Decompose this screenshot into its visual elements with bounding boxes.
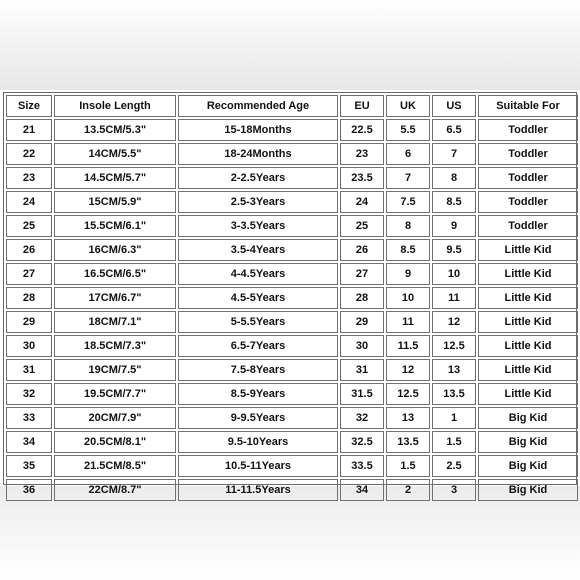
table-row xyxy=(6,407,578,429)
cell-eu: 23.5 xyxy=(340,167,384,189)
cell-uk: 5.5 xyxy=(386,119,430,141)
cell-eu: 26 xyxy=(340,239,384,261)
cell-suitable-for: Little Kid xyxy=(478,335,578,357)
cell-suitable-for: Big Kid xyxy=(478,431,578,453)
cell-suitable-for: Toddler xyxy=(478,143,578,165)
cell-recommended-age: 7.5-8Years xyxy=(178,359,338,381)
cell-eu: 23 xyxy=(340,143,384,165)
table-row xyxy=(6,479,578,501)
cell-suitable-for: Little Kid xyxy=(478,311,578,333)
cell-recommended-age: 8.5-9Years xyxy=(178,383,338,405)
header-suitable-for: Suitable For xyxy=(478,95,578,117)
cell-size: 31 xyxy=(6,359,52,381)
cell-eu: 30 xyxy=(340,335,384,357)
cell-size: 33 xyxy=(6,407,52,429)
cell-recommended-age: 9.5-10Years xyxy=(178,431,338,453)
cell-eu: 24 xyxy=(340,191,384,213)
cell-recommended-age: 4-4.5Years xyxy=(178,263,338,285)
table-row xyxy=(6,239,578,261)
cell-suitable-for: Toddler xyxy=(478,191,578,213)
cell-suitable-for: Toddler xyxy=(478,119,578,141)
cell-size: 26 xyxy=(6,239,52,261)
cell-suitable-for: Little Kid xyxy=(478,239,578,261)
cell-us: 12.5 xyxy=(432,335,476,357)
table-row xyxy=(6,167,578,189)
cell-size: 29 xyxy=(6,311,52,333)
cell-eu: 27 xyxy=(340,263,384,285)
cell-eu: 31 xyxy=(340,359,384,381)
cell-us: 10 xyxy=(432,263,476,285)
cell-eu: 29 xyxy=(340,311,384,333)
cell-insole-length: 21.5CM/8.5" xyxy=(54,455,176,477)
cell-size: 30 xyxy=(6,335,52,357)
cell-insole-length: 18.5CM/7.3" xyxy=(54,335,176,357)
cell-uk: 10 xyxy=(386,287,430,309)
table-row xyxy=(6,311,578,333)
cell-size: 24 xyxy=(6,191,52,213)
cell-eu: 31.5 xyxy=(340,383,384,405)
table-row xyxy=(6,143,578,165)
cell-us: 7 xyxy=(432,143,476,165)
cell-size: 28 xyxy=(6,287,52,309)
cell-recommended-age: 15-18Months xyxy=(178,119,338,141)
cell-recommended-age: 2.5-3Years xyxy=(178,191,338,213)
cell-suitable-for: Little Kid xyxy=(478,287,578,309)
cell-insole-length: 17CM/6.7" xyxy=(54,287,176,309)
cell-insole-length: 19.5CM/7.7" xyxy=(54,383,176,405)
cell-eu: 34 xyxy=(340,479,384,501)
cell-size: 21 xyxy=(6,119,52,141)
cell-suitable-for: Toddler xyxy=(478,167,578,189)
cell-uk: 6 xyxy=(386,143,430,165)
cell-uk: 13 xyxy=(386,407,430,429)
cell-eu: 22.5 xyxy=(340,119,384,141)
cell-recommended-age: 18-24Months xyxy=(178,143,338,165)
cell-size: 36 xyxy=(6,479,52,501)
cell-suitable-for: Big Kid xyxy=(478,407,578,429)
cell-recommended-age: 5-5.5Years xyxy=(178,311,338,333)
cell-insole-length: 22CM/8.7" xyxy=(54,479,176,501)
cell-suitable-for: Little Kid xyxy=(478,383,578,405)
cell-recommended-age: 3-3.5Years xyxy=(178,215,338,237)
cell-uk: 1.5 xyxy=(386,455,430,477)
cell-uk: 13.5 xyxy=(386,431,430,453)
table-row xyxy=(6,263,578,285)
cell-size: 23 xyxy=(6,167,52,189)
cell-uk: 7.5 xyxy=(386,191,430,213)
cell-insole-length: 20CM/7.9" xyxy=(54,407,176,429)
cell-uk: 2 xyxy=(386,479,430,501)
cell-eu: 32.5 xyxy=(340,431,384,453)
cell-size: 27 xyxy=(6,263,52,285)
size-chart-table xyxy=(4,93,580,503)
header-eu: EU xyxy=(340,95,384,117)
header-us: US xyxy=(432,95,476,117)
cell-insole-length: 18CM/7.1" xyxy=(54,311,176,333)
cell-size: 32 xyxy=(6,383,52,405)
table-row xyxy=(6,335,578,357)
background-top-gradient xyxy=(0,0,580,90)
cell-recommended-age: 11-11.5Years xyxy=(178,479,338,501)
cell-recommended-age: 2-2.5Years xyxy=(178,167,338,189)
cell-insole-length: 16.5CM/6.5" xyxy=(54,263,176,285)
cell-size: 22 xyxy=(6,143,52,165)
cell-recommended-age: 3.5-4Years xyxy=(178,239,338,261)
cell-insole-length: 19CM/7.5" xyxy=(54,359,176,381)
cell-suitable-for: Toddler xyxy=(478,215,578,237)
cell-us: 13 xyxy=(432,359,476,381)
cell-us: 2.5 xyxy=(432,455,476,477)
table-row xyxy=(6,119,578,141)
cell-insole-length: 15.5CM/6.1" xyxy=(54,215,176,237)
table-row xyxy=(6,359,578,381)
cell-recommended-age: 6.5-7Years xyxy=(178,335,338,357)
cell-us: 1 xyxy=(432,407,476,429)
cell-recommended-age: 10.5-11Years xyxy=(178,455,338,477)
cell-us: 3 xyxy=(432,479,476,501)
cell-size: 35 xyxy=(6,455,52,477)
cell-insole-length: 20.5CM/8.1" xyxy=(54,431,176,453)
cell-suitable-for: Big Kid xyxy=(478,455,578,477)
cell-insole-length: 13.5CM/5.3" xyxy=(54,119,176,141)
cell-uk: 9 xyxy=(386,263,430,285)
header-row xyxy=(6,95,578,117)
cell-suitable-for: Big Kid xyxy=(478,479,578,501)
table-row xyxy=(6,287,578,309)
cell-uk: 8 xyxy=(386,215,430,237)
cell-suitable-for: Little Kid xyxy=(478,263,578,285)
cell-recommended-age: 9-9.5Years xyxy=(178,407,338,429)
cell-us: 1.5 xyxy=(432,431,476,453)
cell-insole-length: 14CM/5.5" xyxy=(54,143,176,165)
cell-us: 8.5 xyxy=(432,191,476,213)
cell-uk: 7 xyxy=(386,167,430,189)
table-row xyxy=(6,191,578,213)
cell-insole-length: 14.5CM/5.7" xyxy=(54,167,176,189)
cell-us: 9.5 xyxy=(432,239,476,261)
cell-uk: 8.5 xyxy=(386,239,430,261)
cell-size: 34 xyxy=(6,431,52,453)
cell-insole-length: 16CM/6.3" xyxy=(54,239,176,261)
cell-us: 11 xyxy=(432,287,476,309)
header-insole-length: Insole Length xyxy=(54,95,176,117)
cell-uk: 11.5 xyxy=(386,335,430,357)
table-row xyxy=(6,455,578,477)
cell-suitable-for: Little Kid xyxy=(478,359,578,381)
cell-size: 25 xyxy=(6,215,52,237)
header-recommended-age: Recommended Age xyxy=(178,95,338,117)
table-body xyxy=(6,119,578,501)
cell-us: 8 xyxy=(432,167,476,189)
table-row xyxy=(6,431,578,453)
cell-us: 13.5 xyxy=(432,383,476,405)
cell-eu: 32 xyxy=(340,407,384,429)
table-row xyxy=(6,215,578,237)
table-row xyxy=(6,383,578,405)
cell-us: 12 xyxy=(432,311,476,333)
cell-us: 6.5 xyxy=(432,119,476,141)
cell-recommended-age: 4.5-5Years xyxy=(178,287,338,309)
cell-insole-length: 15CM/5.9" xyxy=(54,191,176,213)
cell-uk: 12 xyxy=(386,359,430,381)
header-uk: UK xyxy=(386,95,430,117)
header-size: Size xyxy=(6,95,52,117)
size-chart xyxy=(3,92,577,496)
cell-uk: 11 xyxy=(386,311,430,333)
cell-eu: 28 xyxy=(340,287,384,309)
cell-us: 9 xyxy=(432,215,476,237)
cell-uk: 12.5 xyxy=(386,383,430,405)
cell-eu: 33.5 xyxy=(340,455,384,477)
cell-eu: 25 xyxy=(340,215,384,237)
